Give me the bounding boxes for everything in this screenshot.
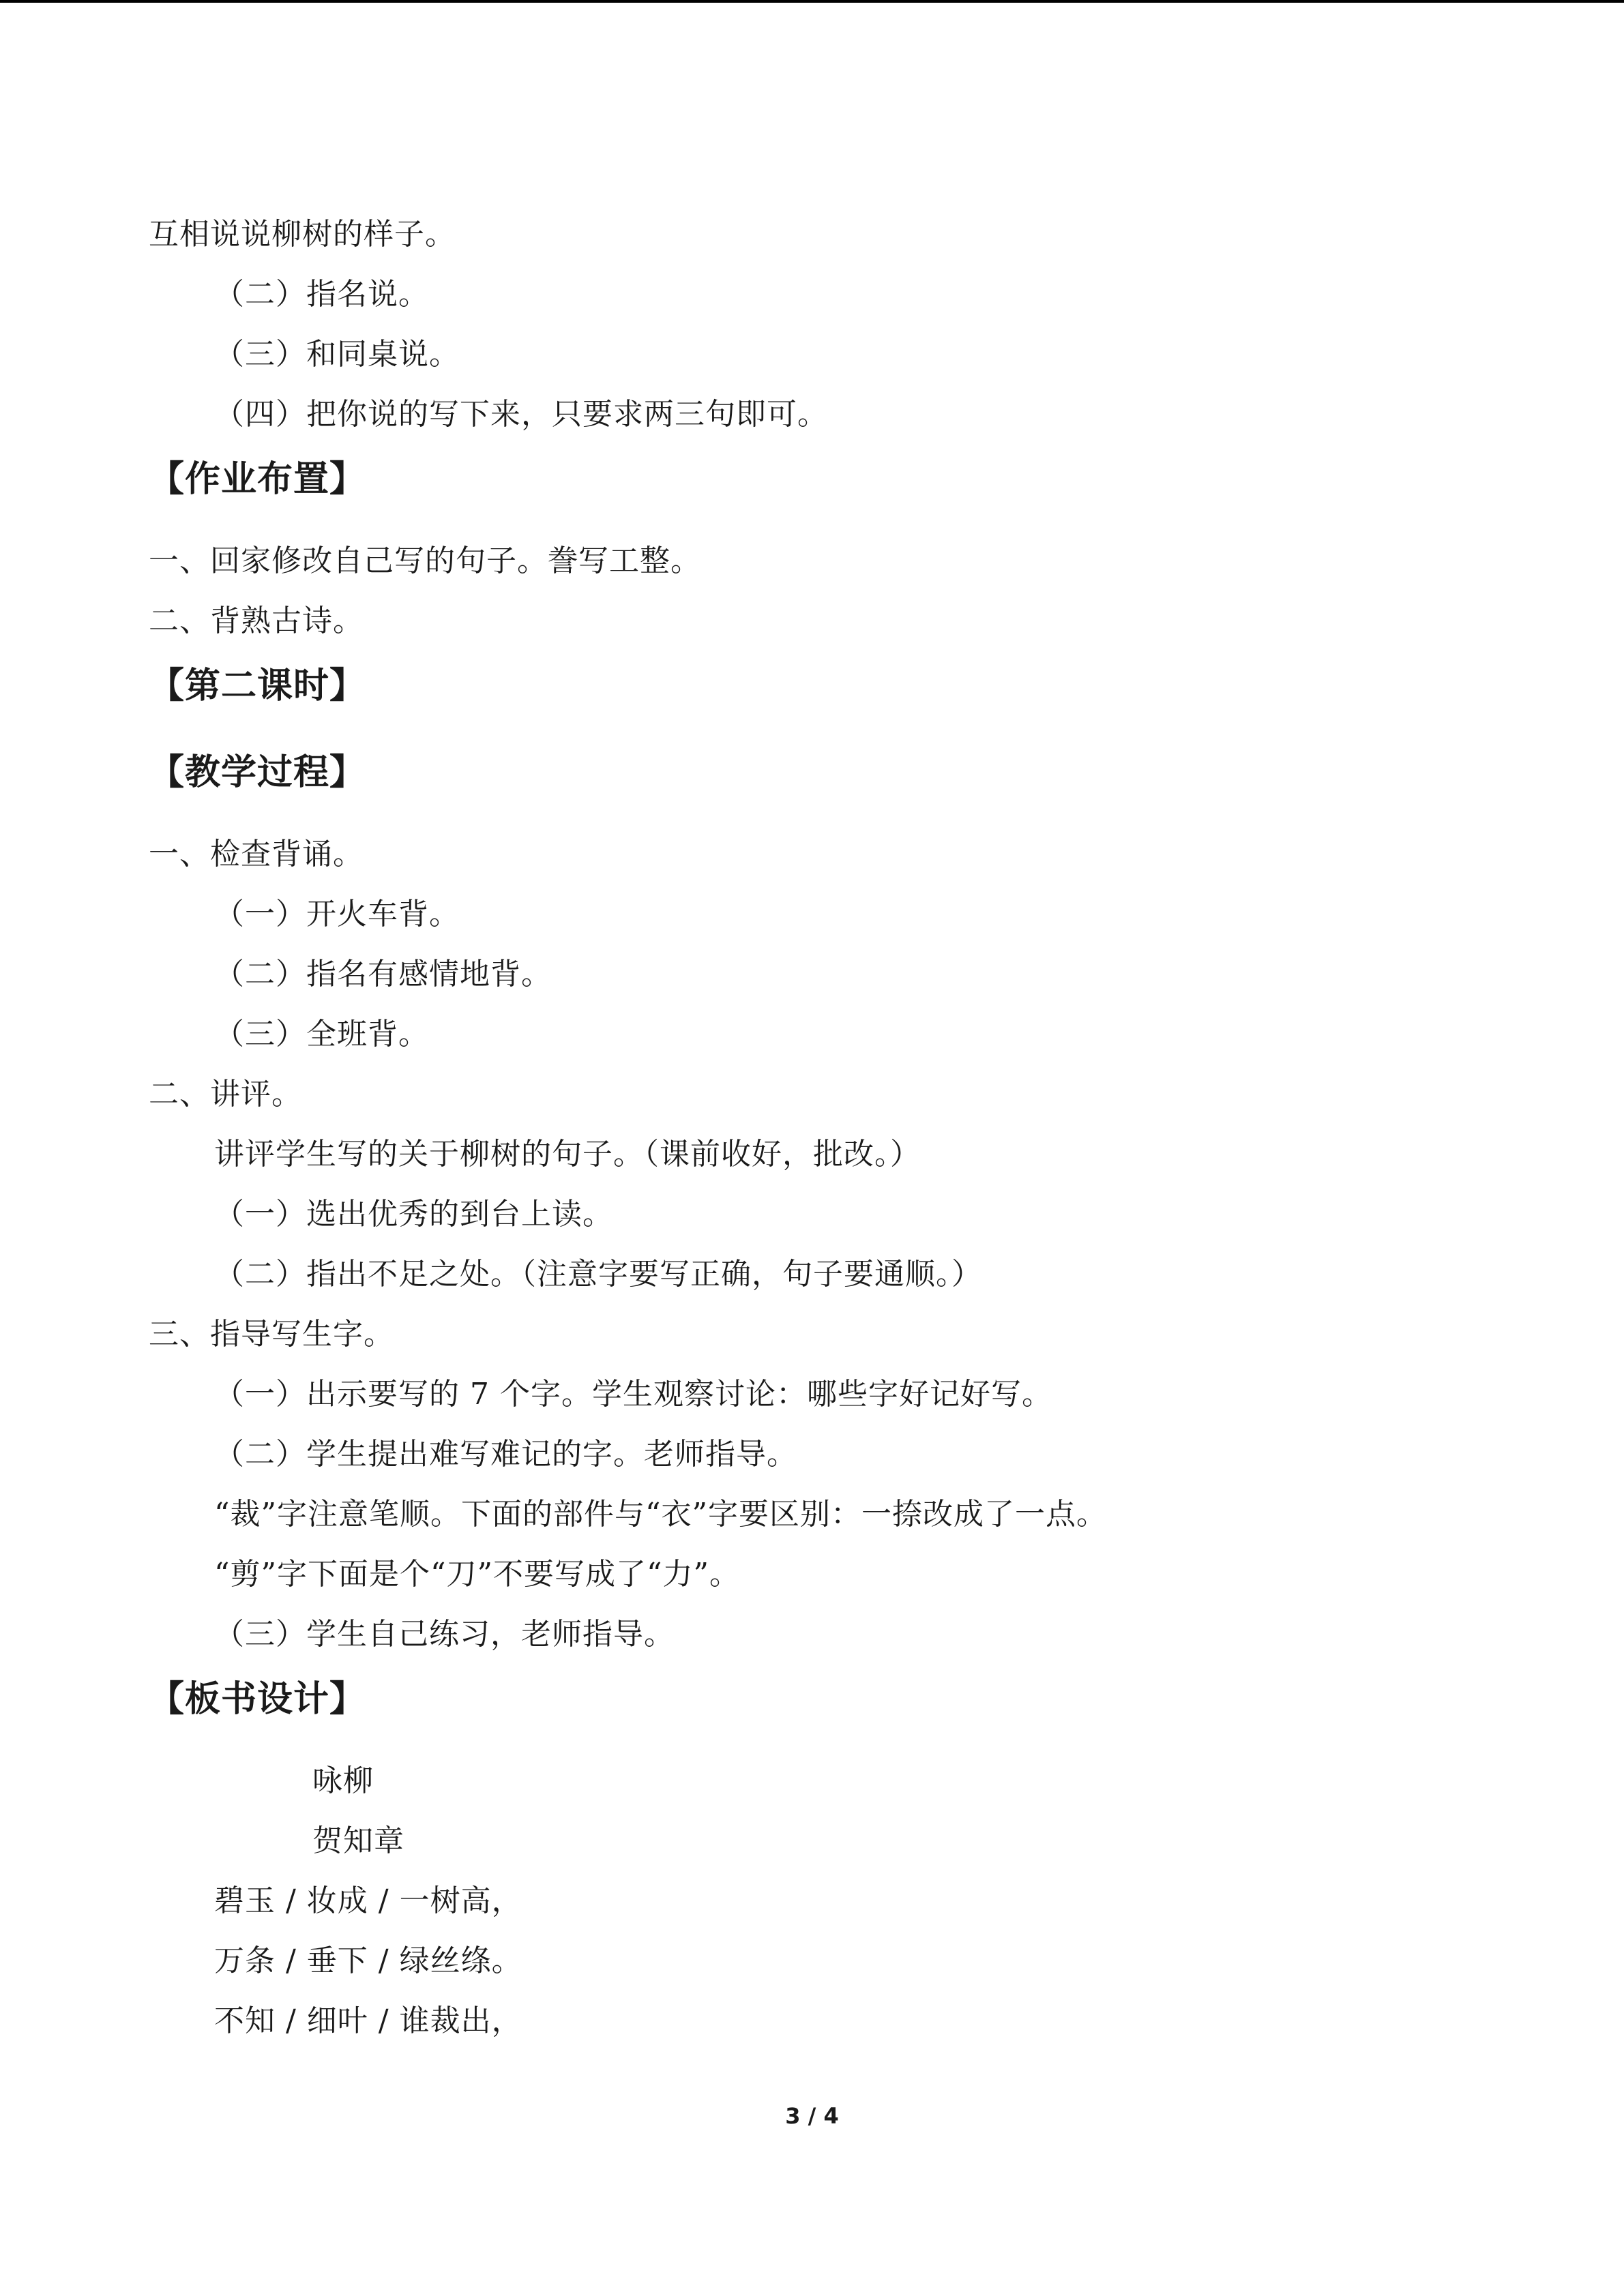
body-line: “裁”字注意笔顺。下面的部件与“衣”字要区别：一捺改成了一点。 [214,1497,1107,1532]
page-number: 3 / 4 [785,2103,839,2129]
body-line: （三）和同桌说。 [214,337,460,372]
section-heading-homework: 【作业布置】 [149,459,366,500]
body-line: （一）出示要写的 7 个字。学生观察讨论：哪些字好记好写。 [214,1377,1052,1412]
body-line: 一、检查背诵。 [149,837,364,871]
poem-line: 不知 / 细叶 / 谁裁出， [214,2003,522,2038]
body-line: （二）指名说。 [214,277,429,312]
body-line: “剪”字下面是个“刀”不要写成了“力”。 [214,1557,740,1592]
body-line: 讲评学生写的关于柳树的句子。（课前收好，批改。） [214,1137,921,1172]
body-line: （二）学生提出难写难记的字。老师指导。 [214,1437,797,1472]
poem-title: 咏柳 [312,1763,374,1798]
section-heading-teaching-process: 【教学过程】 [149,752,366,793]
body-line: （二）指出不足之处。（注意字要写正确，句子要通顺。） [214,1257,982,1292]
poem-line: 万条 / 垂下 / 绿丝绦。 [214,1943,522,1978]
body-line: （三）学生自己练习，老师指导。 [214,1617,675,1652]
body-line: 二、背熟古诗。 [149,603,364,638]
body-line: （一）开火车背。 [214,897,460,931]
body-line: 二、讲评。 [149,1077,302,1112]
poem-line: 碧玉 / 妆成 / 一树高， [214,1883,522,1918]
body-line: 三、指导写生字。 [149,1317,394,1352]
body-line: 一、回家修改自己写的句子。誊写工整。 [149,543,701,578]
body-line: （四）把你说的写下来，只要求两三句即可。 [214,397,828,432]
body-line: （二）指名有感情地背。 [214,957,552,992]
body-line: 互相说说柳树的样子。 [149,217,456,252]
section-heading-blackboard: 【板书设计】 [149,1679,366,1720]
body-line: （一）选出优秀的到台上读。 [214,1197,613,1232]
body-line: （三）全班背。 [214,1017,429,1052]
section-heading-second-lesson: 【第二课时】 [149,666,366,706]
poem-author: 贺知章 [312,1823,404,1858]
